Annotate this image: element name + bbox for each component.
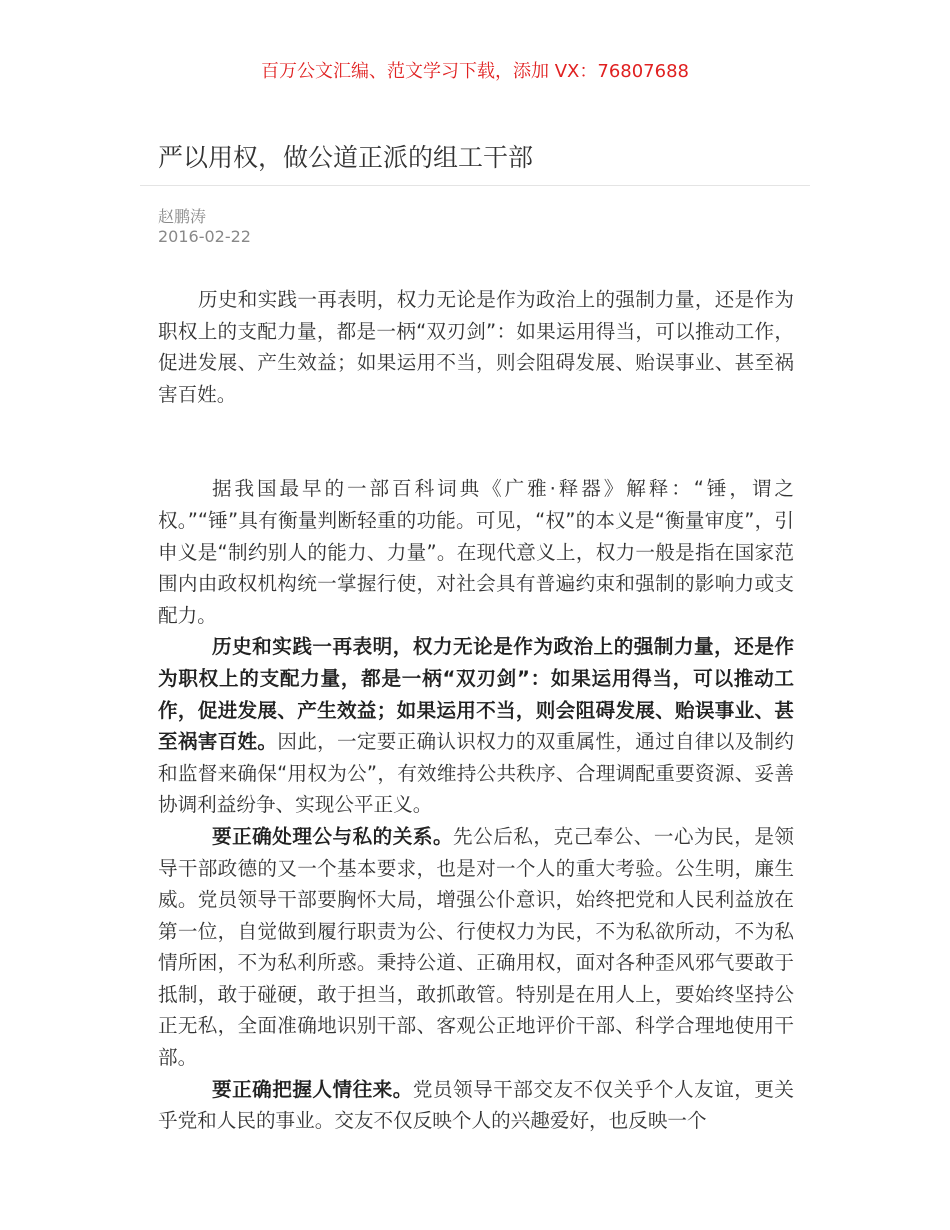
- paragraph-bold-lead: 历史和实践一再表明，权力无论是作为政治上的强制力量，还是作为职权上的支配力量，都是一柄“双刃剑”：如果运用得当，可以推动工作，促进发展、产生效益；如果运用不当，则会阻碍发展、贻误事业、甚至祸害百姓。: [158, 635, 794, 754]
- paragraph: [158, 284, 794, 410]
- paragraph-text: 因此，一定要正确认识权力的双重属性，通过自律以及制约和监督来确保“用权为公”，有效维持公共秩序、合理调配重要资源、妥善协调利益纷争、实现公平正义。: [158, 730, 795, 817]
- paragraph-text: 历史和实践一再表明，权力无论是作为政治上的强制力量，还是作为职权上的支配力量，都是一柄“双刃剑”：如果运用得当，可以推动工作，促进发展、产生效益；如果运用不当，则会阻碍发展、贻误事业、甚至祸害百姓。: [158, 288, 794, 406]
- article-date: 2016-02-22: [158, 227, 251, 246]
- paragraph-spacer: [158, 410, 794, 473]
- watermark-banner: 百万公文汇编、范文学习下载，添加 VX：76807688: [261, 61, 689, 82]
- paragraph: [158, 473, 794, 631]
- paragraph-bold-lead: 要正确把握人情往来。: [212, 1077, 413, 1101]
- article-author: 赵鹏涛: [158, 207, 207, 226]
- paragraph: [158, 631, 794, 821]
- paragraph: [158, 1074, 794, 1137]
- paragraph: [158, 821, 794, 1074]
- paragraph-text: 先公后私，克己奉公、一心为民，是领导干部政德的又一个基本要求，也是对一个人的重大考验。公生明，廉生威。党员领导干部要胸怀大局，增强公仆意识，始终把党和人民利益放在第一位，自觉做到履行职责为公、行使权力为民，不为私欲所动，不为私情所困，不为私利所惑。秉持公道、正确用权，面对各种歪风邪气要敢于抵制，敢于碰硬，敢于担当，敢抓敢管。特别是在用人上，要始终坚持公正无私，全面准确地识别干部、客观公正地评价干部、科学合理地使用干部。: [158, 824, 794, 1070]
- paragraph-text: 党员领导干部交友不仅关乎个人友谊，更关乎党和人民的事业。交友不仅反映个人的兴趣爱好，也反映一个: [158, 1077, 794, 1133]
- paragraph-bold-lead: 要正确处理公与私的关系。: [212, 824, 454, 848]
- title-divider: [140, 185, 810, 186]
- paragraph-text: 据我国最早的一部百科词典《广雅·释器》解释：“锤，谓之权。”“锤”具有衡量判断轻重的功能。可见，“权”的本义是“衡量审度”，引申义是“制约别人的能力、力量”。在现代意义上，权力一般是指在国家范围内由政权机构统一掌握行使，对社会具有普遍约束和强制的影响力或支配力。: [158, 477, 794, 627]
- article-title: 严以用权，做公道正派的组工干部: [158, 143, 534, 172]
- article-body: [158, 284, 794, 1137]
